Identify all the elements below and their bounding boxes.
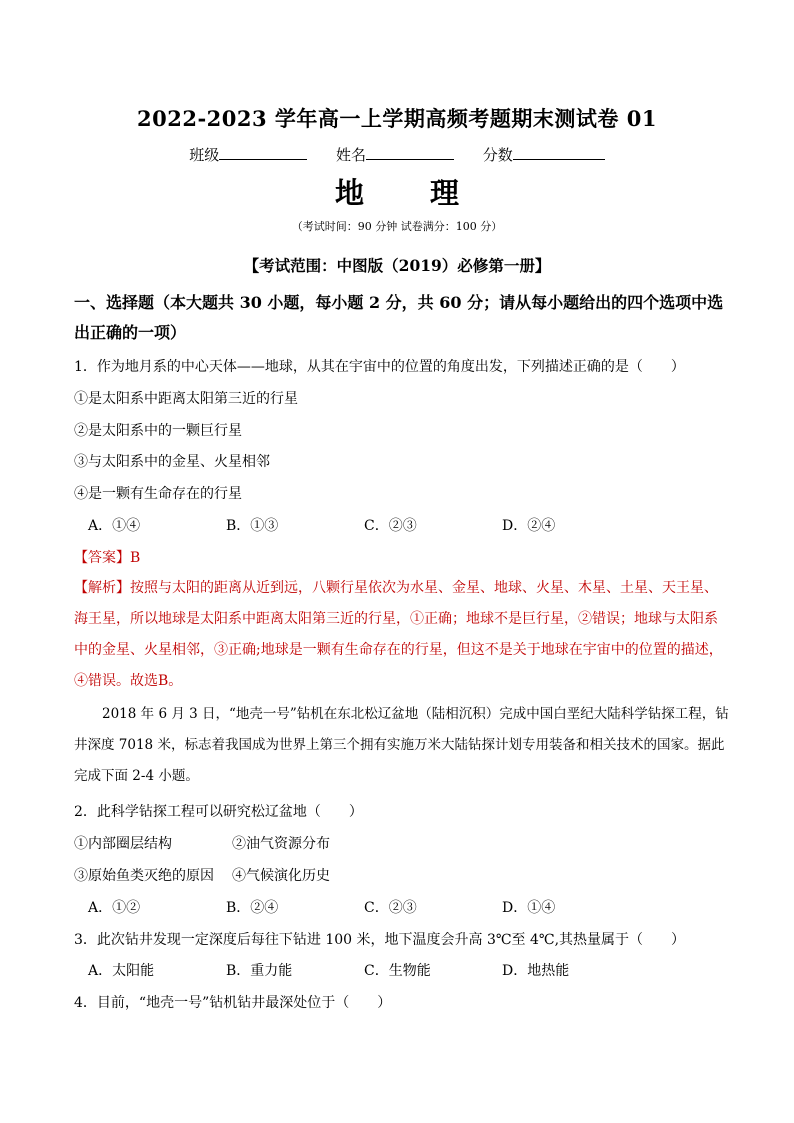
question-1-item: ②是太阳系中的一颗巨行星 <box>74 423 242 439</box>
question-4-stem: 4．目前，“地壳一号”钻机钻井最深处位于（ ） <box>74 995 392 1011</box>
question-2-options <box>88 897 555 917</box>
exam-time-note: （考试时间：90 分钟 试卷满分：100 分） <box>291 220 503 233</box>
question-2-item: ③原始鱼类灭绝的原因 <box>74 868 214 884</box>
option-c: C．②③ <box>364 900 417 916</box>
option-d: D．②④ <box>502 518 556 534</box>
option-a: A．①④ <box>88 518 141 534</box>
option-b: B．①③ <box>226 518 279 534</box>
exam-scope: 【考试范围：中图版（2019）必修第一册】 <box>243 256 551 275</box>
name-label: 姓名 <box>335 146 366 164</box>
option-a: A．太阳能 <box>88 963 155 979</box>
option-c: C．②③ <box>364 518 417 534</box>
question-1-item: ④是一颗有生命存在的行星 <box>74 486 242 502</box>
answer-label: 【答案】 <box>74 550 130 566</box>
name-blank <box>366 145 454 160</box>
option-c: C．生物能 <box>364 963 431 979</box>
question-2-item: ②油气资源分布 <box>232 836 330 852</box>
question-1-stem: 1．作为地月系的中心天体——地球，从其在宇宙中的位置的角度出发，下列描述正确的是（ ） <box>74 359 685 375</box>
question-3-options <box>88 960 569 980</box>
name-field <box>336 144 454 165</box>
exam-title: 2022-2023 学年高一上学期高频考题期末测试卷 01 <box>137 106 657 131</box>
analysis-label: 【解析】 <box>74 580 130 596</box>
question-3-stem: 3．此次钻井发现一定深度后每往下钻进 100 米，地下温度会升高 3℃至 4℃,其热量属于（ ） <box>74 932 686 948</box>
section-heading: 一、选择题（本大题共 30 小题，每小题 2 分，共 60 分；请从每小题给出的四个选项中选出正确的一项） <box>74 293 724 342</box>
reading-material: 2018 年 6 月 3 日，“地壳一号”钻机在东北松辽盆地（陆相沉积）完成中国白垩纪大陆科学钻探工程，钻井深度 7018 米，标志着我国成为世界上第三个拥有实施万米大陆钻探计划专用装备和相关技术的国家。据此完成下面 2-4 小题。 <box>74 706 729 784</box>
question-1-options <box>88 515 555 535</box>
class-field <box>189 144 307 165</box>
class-label: 班级 <box>189 146 220 164</box>
question-1-analysis <box>74 573 730 697</box>
question-2-items-row <box>74 833 734 853</box>
option-b: B．重力能 <box>226 963 293 979</box>
student-info-row <box>0 144 794 165</box>
class-blank <box>219 145 307 160</box>
option-d: D．地热能 <box>502 963 570 979</box>
question-2-item: ④气候演化历史 <box>232 868 330 884</box>
question-1-answer <box>74 547 734 567</box>
question-1-item: ③与太阳系中的金星、火星相邻 <box>74 454 270 470</box>
score-field <box>483 144 605 165</box>
analysis-text: 按照与太阳的距离从近到远，八颗行星依次为水星、金星、地球、火星、木星、土星、天王星、海王星，所以地球是太阳系中距离太阳第三近的行星，①正确；地球不是巨行星，②错误；地球与太阳系中的金星、火星相邻，③正确;地球是一颗有生命存在的行星，但这不是关于地球在宇宙中的位置的描述，④错误。故选B。 <box>74 580 723 689</box>
question-1-item: ①是太阳系中距离太阳第三近的行星 <box>74 391 298 407</box>
score-label: 分数 <box>482 146 513 164</box>
option-a: A．①② <box>88 900 141 916</box>
question-2-items-row <box>74 865 734 885</box>
subject-heading: 地 理 <box>334 176 488 210</box>
question-2-item: ①内部圈层结构 <box>74 836 172 852</box>
score-blank <box>513 145 605 160</box>
option-b: B．②④ <box>226 900 279 916</box>
question-2-stem: 2．此科学钻探工程可以研究松辽盆地（ ） <box>74 804 363 820</box>
answer-value: B <box>130 550 141 566</box>
option-d: D．①④ <box>502 900 556 916</box>
